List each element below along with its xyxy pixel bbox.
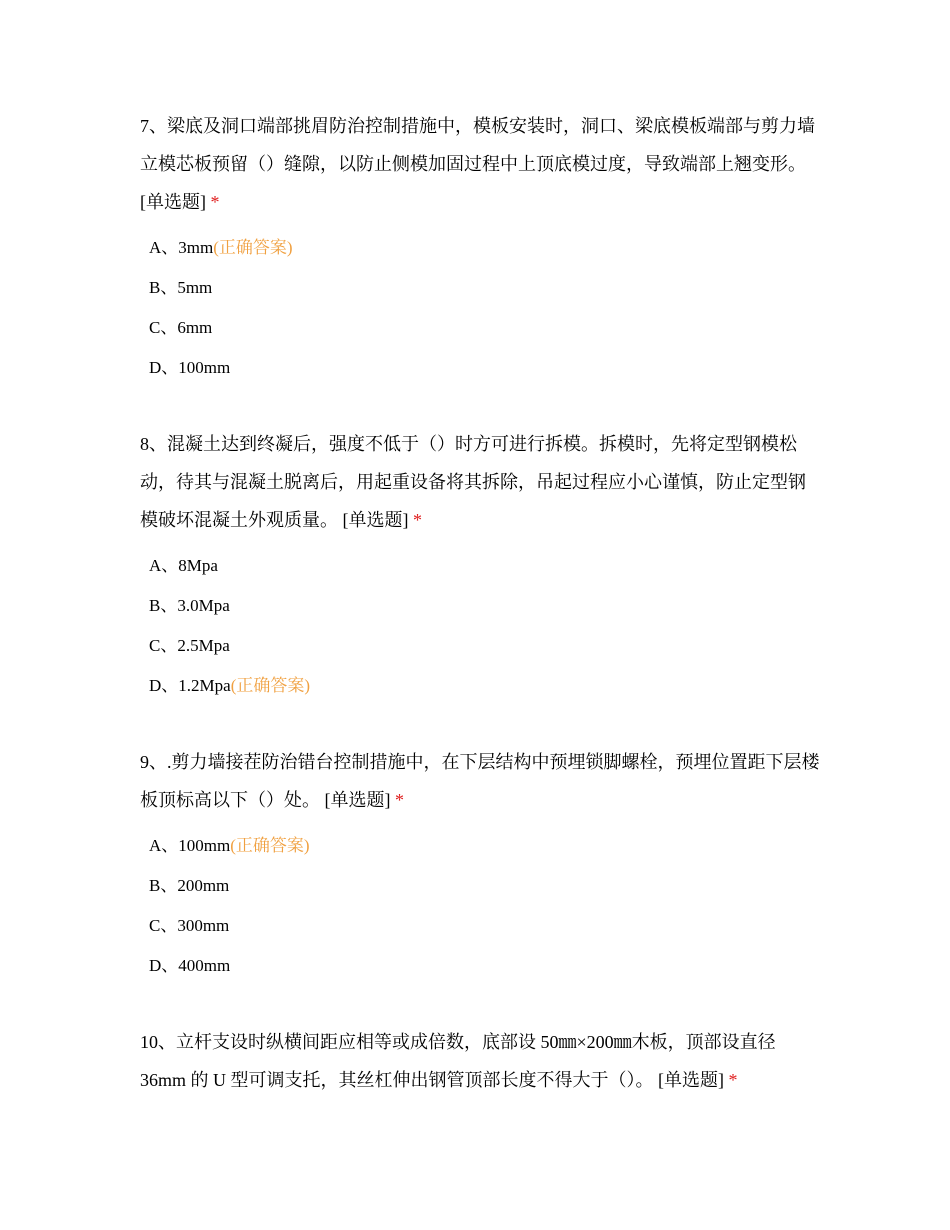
required-marker: * <box>395 790 404 810</box>
option-label: A、100mm <box>149 836 231 855</box>
question-8 <box>140 425 820 706</box>
question-10-text <box>140 1023 820 1099</box>
option-label: A、8Mpa <box>149 556 218 575</box>
option-a[interactable] <box>140 546 820 586</box>
option-label: B、5mm <box>149 278 213 297</box>
option-b[interactable] <box>140 268 820 308</box>
correct-answer-marker: (正确答案) <box>230 836 310 855</box>
option-d[interactable] <box>140 946 820 986</box>
correct-answer-marker: (正确答案) <box>230 676 311 695</box>
option-c[interactable] <box>140 906 820 946</box>
option-d[interactable] <box>140 666 820 706</box>
option-label: D、1.2Mpa <box>149 676 231 695</box>
option-b[interactable] <box>140 866 820 906</box>
question-type-label: [单选题] <box>324 790 391 810</box>
question-stem: 7、梁底及洞口端部挑眉防治控制措施中，模板安装时，洞口、梁底模板端部与剪力墙立模芯板预留（）缝隙，以防止侧模加固过程中上顶底模过度，导致端部上翘变形。 <box>140 116 815 174</box>
question-9 <box>140 743 820 986</box>
option-label: C、2.5Mpa <box>149 636 230 655</box>
option-c[interactable] <box>140 626 820 666</box>
question-8-text <box>140 425 820 539</box>
required-marker: * <box>413 510 422 530</box>
correct-answer-marker: (正确答案) <box>213 238 293 257</box>
option-label: D、100mm <box>149 358 231 377</box>
question-9-text <box>140 743 820 819</box>
option-label: C、300mm <box>149 916 230 935</box>
question-stem: 8、混凝土达到终凝后，强度不低于（）时方可进行拆模。拆模时，先将定型钢模松动，待其与混凝土脱离后，用起重设备将其拆除，吊起过程应小心谨慎，防止定型钢模破坏混凝土外观质量。 <box>140 434 806 530</box>
question-stem: 9、.剪力墙接茬防治错台控制措施中，在下层结构中预埋锁脚螺栓，预埋位置距下层楼板顶标高以下（）处。 <box>140 752 820 810</box>
question-7 <box>140 107 820 388</box>
option-b[interactable] <box>140 586 820 626</box>
option-label: C、6mm <box>149 318 213 337</box>
question-stem: 10、立杆支设时纵横间距应相等或成倍数，底部设 50㎜×200㎜木板，顶部设直径 36mm 的 U 型可调支托，其丝杠伸出钢管顶部长度不得大于（）。 <box>140 1032 776 1090</box>
option-list <box>140 228 820 388</box>
option-label: A、3mm <box>149 238 214 257</box>
option-d[interactable] <box>140 348 820 388</box>
option-c[interactable] <box>140 308 820 348</box>
option-list <box>140 546 820 706</box>
question-10 <box>140 1023 820 1099</box>
question-type-label: [单选题] <box>140 192 206 212</box>
option-a[interactable] <box>140 826 820 866</box>
question-7-text <box>140 107 820 221</box>
question-type-label: [单选题] <box>342 510 409 530</box>
question-type-label: [单选题] <box>658 1070 724 1090</box>
option-label: B、200mm <box>149 876 230 895</box>
option-list <box>140 826 820 986</box>
option-label: B、3.0Mpa <box>149 596 230 615</box>
option-label: D、400mm <box>149 956 231 975</box>
option-a[interactable] <box>140 228 820 268</box>
required-marker: * <box>210 192 220 212</box>
required-marker: * <box>728 1070 738 1090</box>
